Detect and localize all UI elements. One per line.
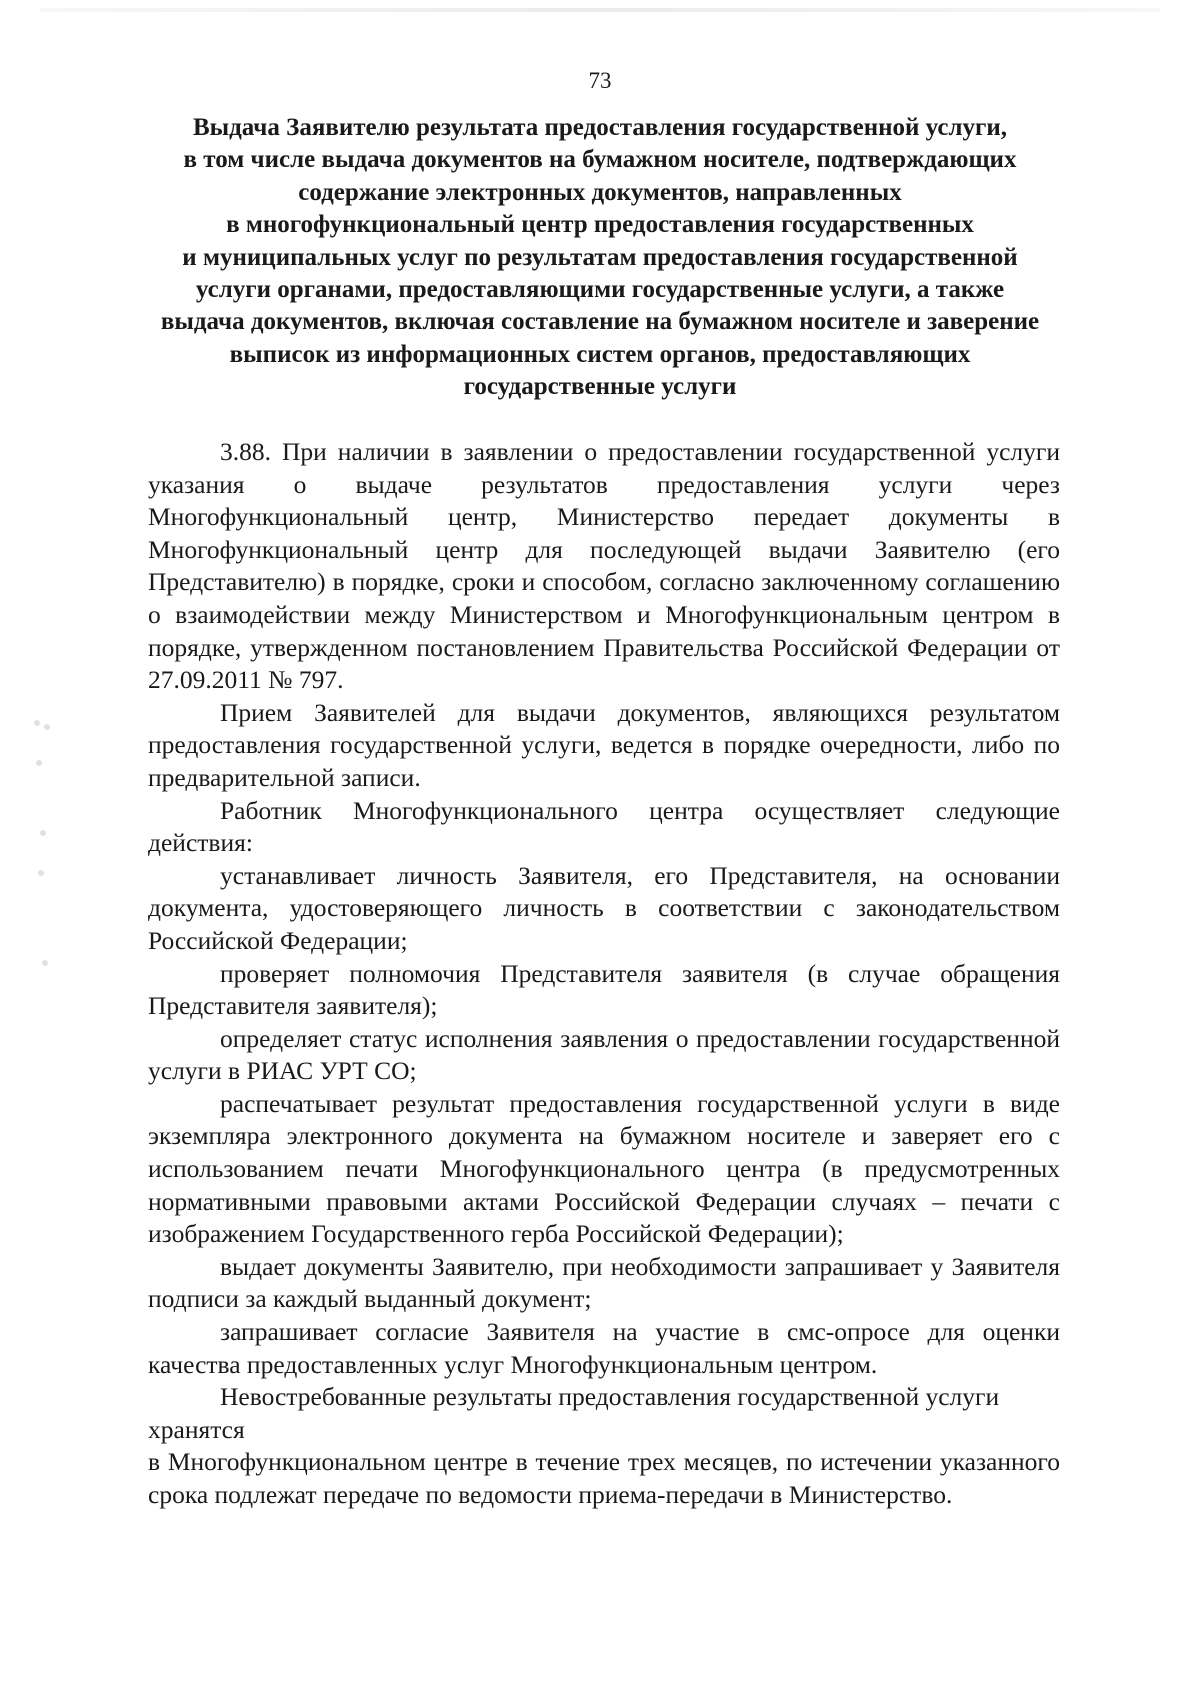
paragraph-reception: Прием Заявителей для выдачи документов, являющихся результатом предоставления государственной услуги, ведется в порядке очередности, либо по предварительной записи. [148,697,1060,792]
paragraph-3-88: 3.88. При наличии в заявлении о предоставлении государственной услуги указания о выдаче результатов предоставления услуги через Многофункциональный центр, Министерство передает документы в Многофункциональный центр для последующей выдачи Заявителю (его Представителю) в порядке, сроки и способом, согласно заключенному соглашению о взаимодействии между Министерством и Многофункциональным центром в порядке, утвержденном постановлением Правительства Российской Федерации от 27.09.2011 № 797. [148,437,1060,695]
heading-line: выдача документов, включая составление на бумажном носителе и заверение [160,308,1040,336]
heading-line: государственные услуги [463,373,737,401]
heading-line: и муниципальных услуг по результатам предоставления государственной [182,243,1018,271]
list-item-authority: проверяет полномочия Представителя заявителя (в случае обращения Представителя заявителя); [148,958,1060,1021]
list-item-status: определяет статус исполнения заявления о предоставлении государственной услуги в РИАС УРТ СО; [148,1023,1060,1086]
heading-line: в том числе выдача документов на бумажном носителе, подтверждающих [183,146,1017,174]
section-heading [140,112,1060,404]
paragraph-unclaimed: Невостребованные результаты предоставления государственной услуги хранятся [148,1382,1000,1444]
heading-line: содержание электронных документов, направленных [298,178,902,206]
paragraph-worker-actions: Работник Многофункционального центра осуществляет следующие действия: [148,795,1060,858]
list-item-issue: выдает документы Заявителю, при необходимости запрашивает у Заявителя подписи за каждый выданный документ; [148,1251,1060,1314]
heading-line: Выдача Заявителю результата предоставления государственной услуги, [192,114,1008,141]
body-text [148,436,1060,1512]
heading-line: выписок из информационных систем органов, предоставляющих [229,340,971,368]
list-item-print: распечатывает результат предоставления государственной услуги в виде экземпляра электронного документа на бумажном носителе и заверяет его с использованием печати Многофункционального центра (в предусмотренных нормативными правовыми актами Российской Федерации случаях – печати с изображением Государственного герба Российской Федерации); [148,1088,1060,1249]
page-number: 73 [588,68,612,93]
paragraph-unclaimed-cont: в Многофункциональном центре в течение трех месяцев, по истечении указанного срока подлежат передаче по ведомости приема-передачи в Министерство. [148,1447,1060,1509]
list-item-survey: запрашивает согласие Заявителя на участие в смс-опросе для оценки качества предоставленных услуг Многофункциональным центром. [148,1317,1060,1379]
heading-line: услуги органами, предоставляющими государственные услуги, а также [195,276,1005,304]
scan-artifact-line [40,8,1160,12]
list-item-identity: устанавливает личность Заявителя, его Представителя, на основании документа, удостоверяющего личность в соответствии с законодательством Российской Федерации; [148,860,1060,955]
scan-margin-specks [30,720,60,980]
heading-line: в многофункциональный центр предоставления государственных [226,211,974,239]
